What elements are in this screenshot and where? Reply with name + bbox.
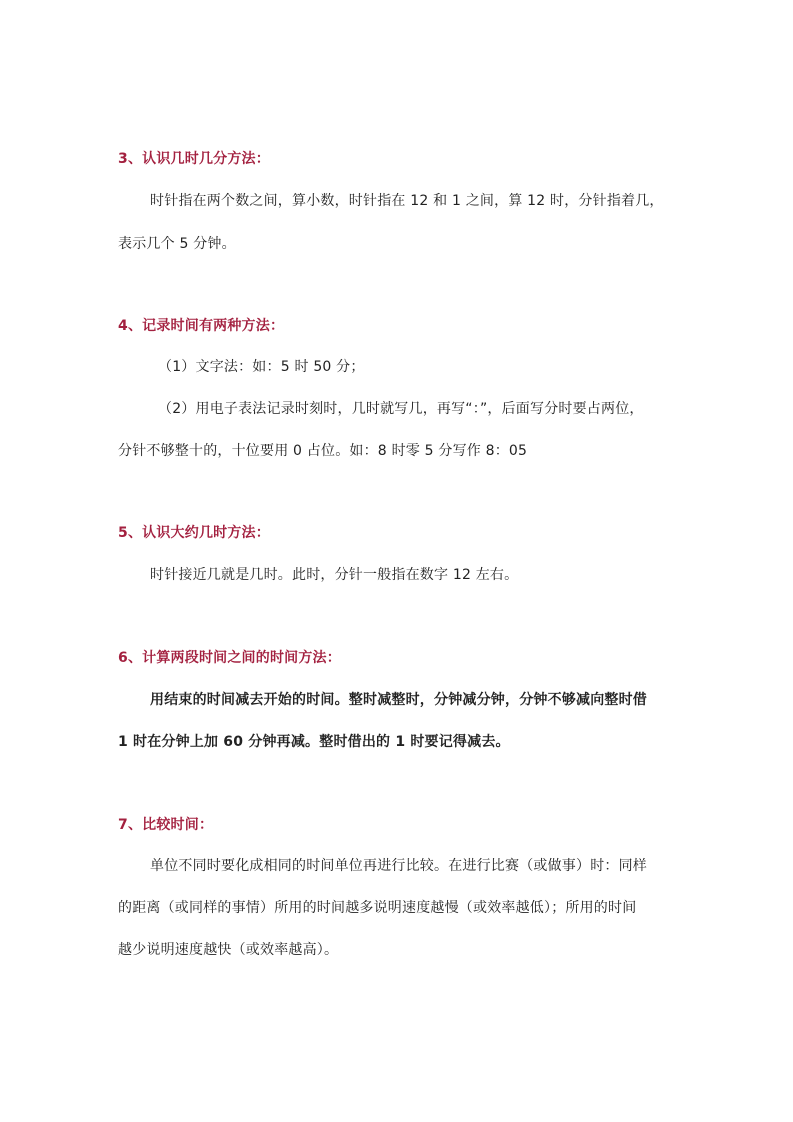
section-6-line-2: 1 时在分钟上加 60 分钟再减。整时借出的 1 时要记得减去。 (118, 734, 510, 750)
section-4-line-1: （1）文字法：如：5 时 50 分； (158, 359, 365, 375)
section-4-line-2: （2）用电子表法记录时刻时，几时就写几，再写“：”，后面写分时要占两位， (158, 401, 644, 417)
section-6-line-1: 用结束的时间减去开始的时间。整时减整时，分钟减分钟，分钟不够减向整时借 (150, 692, 647, 708)
section-3-line-1: 时针指在两个数之间，算小数，时针指在 12 和 1 之间，算 12 时，分针指着几， (150, 193, 664, 209)
section-4-line-3: 分针不够整十的，十位要用 0 占位。如：8 时零 5 分写作 8：05 (118, 443, 528, 459)
section-4-heading: 4、记录时间有两种方法： (118, 318, 285, 334)
section-7-line-1: 单位不同时要化成相同的时间单位再进行比较。在进行比赛（或做事）时：同样 (150, 858, 647, 874)
section-7-line-2: 的距离（或同样的事情）所用的时间越多说明速度越慢（或效率越低）；所用的时间 (118, 900, 637, 916)
section-7-line-3: 越少说明速度越快（或效率越高）。 (118, 942, 339, 958)
section-6-heading: 6、计算两段时间之间的时间方法： (118, 650, 341, 666)
section-5-heading: 5、认识大约几时方法： (118, 525, 270, 541)
section-3-line-2: 表示几个 5 分钟。 (118, 236, 236, 252)
section-3-heading: 3、认识几时几分方法： (118, 151, 270, 167)
section-5-line-1: 时针接近几就是几时。此时，分针一般指在数字 12 左右。 (150, 567, 519, 583)
section-7-heading: 7、比较时间： (118, 817, 214, 833)
